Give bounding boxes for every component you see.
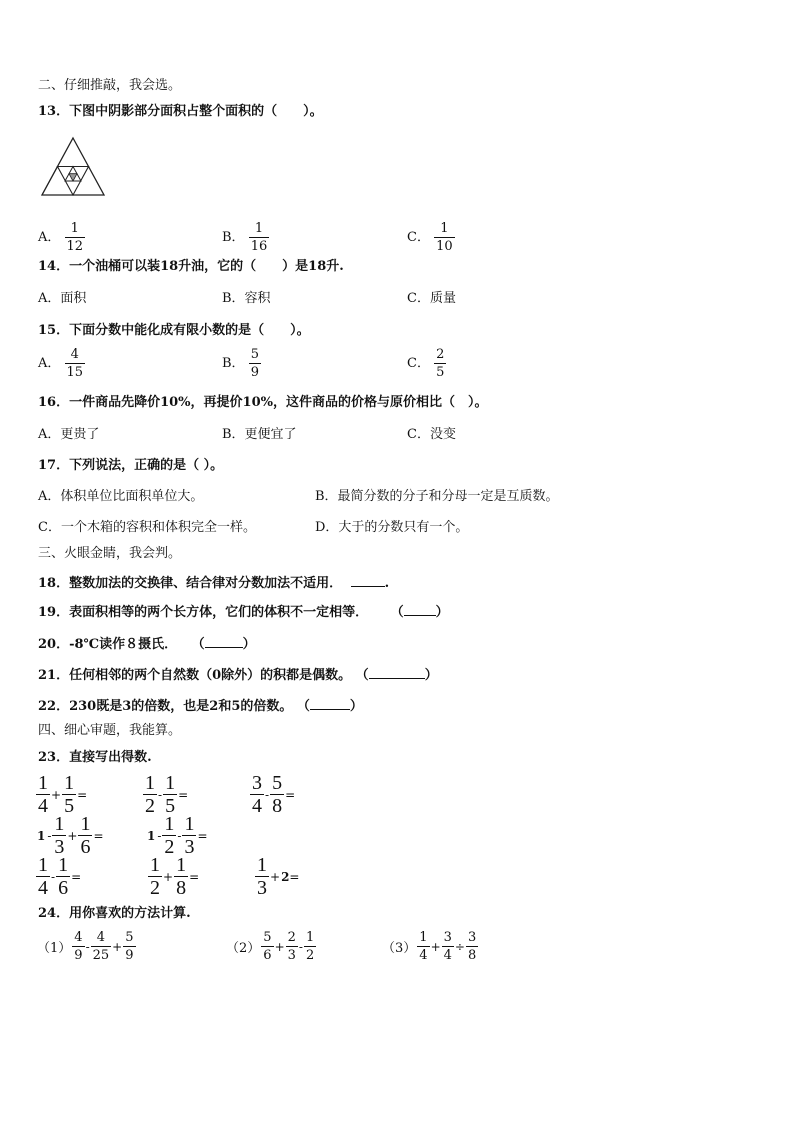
- q21-line: 21．任何相邻的两个自然数（0除外）的积都是偶数。 （ ）: [38, 668, 438, 683]
- q18-stem: 18．整数加法的交换律、结合律对分数加法不适用．: [38, 576, 343, 591]
- q24-problem-1: （1） $\frac{4}{9}$ - $\frac{4}{25}$ + $\frac{5}{9}$: [37, 930, 134, 963]
- section-2-heading: 二、仔细推敲，我会选。: [38, 78, 182, 93]
- q15-option-b[interactable]: B． $\frac{5}{9}$: [222, 347, 259, 380]
- q23-expr-1: $\frac{1}{4}$ + $\frac{1}{5}$ =: [38, 772, 88, 817]
- q17-stem: 17．下列说法，正确的是（ ）。: [38, 458, 224, 473]
- q16-option-c[interactable]: C．没变: [407, 427, 456, 442]
- q14-option-a[interactable]: A．面积: [38, 291, 87, 306]
- q24-problem-3: （3） $\frac{1}{4}$ + $\frac{3}{4}$ ÷ $\frac{3}{8}$: [382, 930, 477, 963]
- q16-option-a[interactable]: A．更贵了: [38, 427, 100, 442]
- q20-stem: 20．-8℃读作８摄氏．: [38, 637, 178, 652]
- q15-option-a[interactable]: A． $\frac{4}{15}$: [38, 347, 84, 380]
- q23-expr-3: $\frac{3}{4}$ - $\frac{5}{8}$ =: [252, 772, 296, 817]
- q16-option-b[interactable]: B．更便宜了: [222, 427, 297, 442]
- q13-option-c[interactable]: C． $\frac{1}{10}$: [407, 221, 453, 254]
- q19-line: 19．表面积相等的两个长方体，它们的体积不一定相等． （ ）: [38, 605, 449, 620]
- q14-option-c[interactable]: C．质量: [407, 291, 456, 306]
- q20-line: 20．-8℃读作８摄氏． （ ）: [38, 637, 256, 652]
- q20-answer-blank[interactable]: [205, 635, 243, 648]
- q17-option-b[interactable]: B．最简分数的分子和分母一定是互质数。: [315, 489, 559, 504]
- q15-stem: 15．下面分数中能化成有限小数的是（ ）。: [38, 323, 310, 338]
- q17-option-a[interactable]: A．体积单位比面积单位大。: [38, 489, 204, 504]
- q19-answer-blank[interactable]: [404, 603, 436, 616]
- q22-answer-blank[interactable]: [310, 697, 350, 710]
- q24-stem: 24．用你喜欢的方法计算.: [38, 906, 191, 921]
- q17-option-d[interactable]: D．大于的分数只有一个。: [315, 520, 469, 535]
- q13-option-b[interactable]: B． $\frac{1}{16}$: [222, 221, 268, 254]
- q22-line: 22．230既是3的倍数，也是2和5的倍数。 （ ）: [38, 699, 363, 714]
- q13-option-a[interactable]: A． $\frac{1}{12}$: [38, 221, 84, 254]
- q17-option-c[interactable]: C．一个木箱的容积和体积完全一样。: [38, 520, 256, 535]
- q23-expr-8: $\frac{1}{3}$ + 2 =: [257, 854, 300, 899]
- q18-line: 18．整数加法的交换律、结合律对分数加法不适用． .: [38, 576, 390, 591]
- q23-expr-2: $\frac{1}{2}$ - $\frac{1}{5}$ =: [145, 772, 189, 817]
- q22-stem: 22．230既是3的倍数，也是2和5的倍数。: [38, 699, 293, 714]
- q23-expr-7: $\frac{1}{2}$ + $\frac{1}{8}$ =: [150, 854, 200, 899]
- q19-stem: 19．表面积相等的两个长方体，它们的体积不一定相等．: [38, 605, 369, 620]
- q23-expr-6: $\frac{1}{4}$ - $\frac{1}{6}$ =: [38, 854, 82, 899]
- q14-option-b[interactable]: B．容积: [222, 291, 271, 306]
- q21-stem: 21．任何相邻的两个自然数（0除外）的积都是偶数。: [38, 668, 352, 683]
- section-3-heading: 三、火眼金睛，我会判。: [38, 546, 182, 561]
- q15-option-c[interactable]: C． $\frac{2}{5}$: [407, 347, 445, 380]
- nested-triangles-icon: [40, 136, 106, 198]
- q13-stem: 13．下图中阴影部分面积占整个面积的（ ）。: [38, 104, 323, 119]
- q18-answer-blank[interactable]: [351, 574, 385, 587]
- section-4-heading: 四、细心审题，我能算。: [38, 723, 182, 738]
- q24-problem-2: （2） $\frac{5}{6}$ + $\frac{2}{3}$ - $\frac{1}{2}$: [226, 930, 315, 963]
- q23-stem: 23．直接写出得数.: [38, 750, 152, 765]
- q16-stem: 16．一件商品先降价10%，再提价10%，这件商品的价格与原价相比（ ）。: [38, 395, 488, 410]
- q14-stem: 14．一个油桶可以装18升油，它的（ ）是18升.: [38, 259, 344, 274]
- q21-answer-blank[interactable]: [369, 666, 425, 679]
- q23-expr-5: 1 - $\frac{1}{2}$ - $\frac{1}{3}$ =: [147, 813, 208, 858]
- q23-expr-4: 1 - $\frac{1}{3}$ + $\frac{1}{6}$ =: [37, 813, 104, 858]
